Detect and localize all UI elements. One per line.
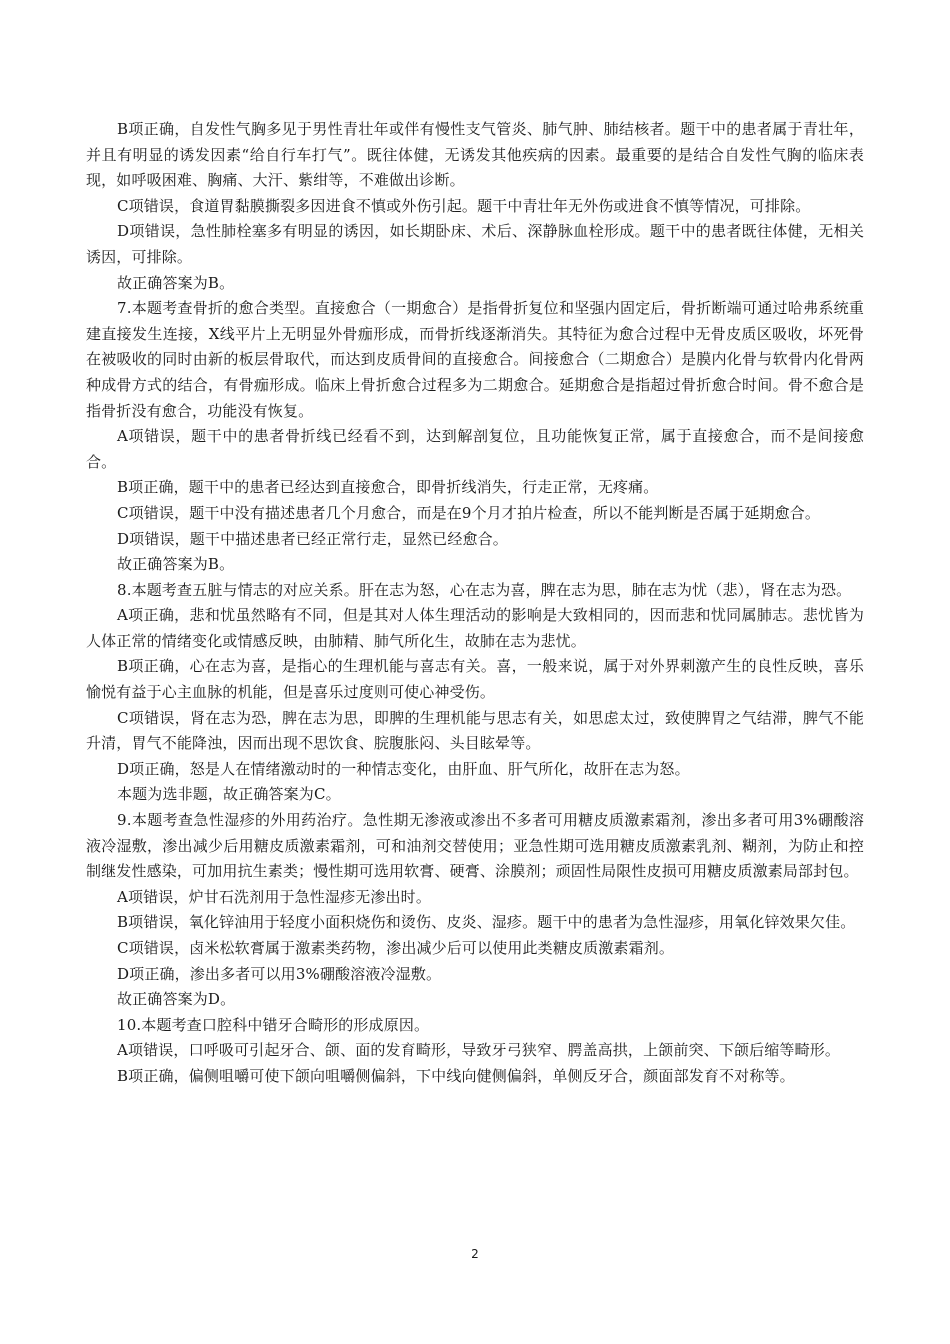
question-9-option-c: C项错误，卤米松软膏属于激素类药物，渗出减少后可以使用此类糖皮质激素霜剂。 (117, 939, 675, 957)
question-10-option-a: A项错误，口呼吸可引起牙合、颌、面的发育畸形，导致牙弓狭窄、腭盖高拱，上颌前突、下颌后缩等畸形。 (117, 1041, 841, 1060)
answer-7: 故正确答案为B。 (117, 555, 235, 574)
question-7-option-c: C项错误，题干中没有描述患者几个月愈合，而是在9个月才拍片检查，所以不能判断是否属于延期愈合。 (117, 503, 821, 522)
question-10-explanation: 10.本题考查口腔科中错牙合畸形的形成原因。 (117, 1015, 430, 1034)
question-8-option-a: A项正确，悲和忧虽然略有不同，但是其对人体生理活动的影响是大致相同的，因而悲和忧同属肺志。悲忧皆为人体正常的情绪变化或情感反映，由肺精、肺气所化生，故肺在志为悲忧。 (86, 606, 864, 650)
question-9-option-d: D项正确，渗出多者可以用3%硼酸溶液冷湿敷。 (117, 964, 442, 983)
question-7-option-a: A项错误，题干中的患者骨折线已经看不到，达到解剖复位，且功能恢复正常，属于直接愈合，而不是间接愈合。 (86, 427, 864, 471)
paragraph-b-spontaneous-pneumothorax: B项正确，自发性气胸多见于男性青壮年或伴有慢性支气管炎、肺气肿、肺结核者。题干中的患者属于青壮年，并且有明显的诱发因素“给自行车打气”。既往体健，无诱发其他疾病的因素。最重要的是结合自发性气胸的临床表现，如呼吸困难、胸痛、大汗、紫绀等，不难做出诊断。 (86, 120, 864, 190)
question-8-explanation: 8.本题考查五脏与情志的对应关系。肝在志为怒，心在志为喜，脾在志为思，肺在志为忧（悲），肾在志为恐。 (117, 580, 852, 599)
question-8-option-b: B项正确，心在志为喜，是指心的生理机能与喜志有关。喜，一般来说，属于对外界刺激产生的良性反映，喜乐愉悦有益于心主血脉的机能，但是喜乐过度则可使心神受伤。 (86, 657, 864, 702)
question-9-option-a: A项错误，炉甘石洗剂用于急性湿疹无渗出时。 (117, 887, 431, 906)
paragraph-d-pulmonary-embolism: D项错误，急性肺栓塞多有明显的诱因，如长期卧床、术后、深静脉血栓形成。题干中的患者既往体健，无相关诱因，可排除。 (86, 222, 864, 266)
answer-explanation-body (86, 117, 864, 1090)
question-10-option-b: B项正确，偏侧咀嚼可使下颌向咀嚼侧偏斜，下中线向健侧偏斜，单侧反牙合，颜面部发育不对称等。 (117, 1066, 795, 1085)
question-8-option-c: C项错误，肾在志为恐，脾在志为思，即脾的生理机能与思志有关，如思虑太过，致使脾胃之气结滞，脾气不能升清，胃气不能降浊，因而出现不思饮食、脘腹胀闷、头目眩晕等。 (86, 708, 864, 753)
page-number: 2 (471, 1247, 479, 1261)
question-9-option-b: B项错误，氧化锌油用于轻度小面积烧伤和烫伤、皮炎、湿疹。题干中的患者为急性湿疹，用氧化锌效果欠佳。 (117, 913, 856, 932)
answer-9: 故正确答案为D。 (117, 990, 236, 1009)
question-7-explanation: 7.本题考查骨折的愈合类型。直接愈合（一期愈合）是指骨折复位和坚强内固定后，骨折断端可通过哈弗系统重建直接发生连接，X线平片上无明显外骨痂形成，而骨折线逐渐消失。其特征为愈合过程中无骨皮质区吸收，坏死骨在被吸收的同时由新的板层骨取代，而达到皮质骨间的直接愈合。间接愈合（二期愈合）是膜内化骨与软骨内化骨两种成骨方式的结合，有骨痂形成。临床上骨折愈合过程多为二期愈合。延期愈合是指超过骨折愈合时间。骨不愈合是指骨折没有愈合，功能没有恢复。 (86, 299, 864, 420)
question-7-option-d: D项错误，题干中描述患者已经正常行走，显然已经愈合。 (117, 529, 508, 548)
answer-8: 本题为选非题，故正确答案为C。 (117, 785, 341, 804)
question-7-option-b: B项正确，题干中的患者已经达到直接愈合，即骨折线消失，行走正常，无疼痛。 (117, 478, 659, 497)
question-9-explanation: 9.本题考查急性湿疹的外用药治疗。急性期无渗液或渗出不多者可用糖皮质激素霜剂，渗出多者可用3%硼酸溶液冷湿敷，渗出减少后用糖皮质激素霜剂，可和油剂交替使用；亚急性期可选用糖皮质激素乳剂、糊剂，为防止和控制继发性感染，可加用抗生素类；慢性期可选用软膏、硬膏、涂膜剂；顽固性局限性皮损可用糖皮质激素局部封包。 (86, 811, 864, 881)
paragraph-c-mallory-weiss: C项错误，食道胃黏膜撕裂多因进食不慎或外伤引起。题干中青壮年无外伤或进食不慎等情况，可排除。 (117, 196, 811, 215)
question-8-option-d: D项正确，怒是人在情绪激动时的一种情志变化，由肝血、肝气所化，故肝在志为怒。 (117, 759, 690, 778)
answer-6: 故正确答案为B。 (117, 273, 235, 292)
